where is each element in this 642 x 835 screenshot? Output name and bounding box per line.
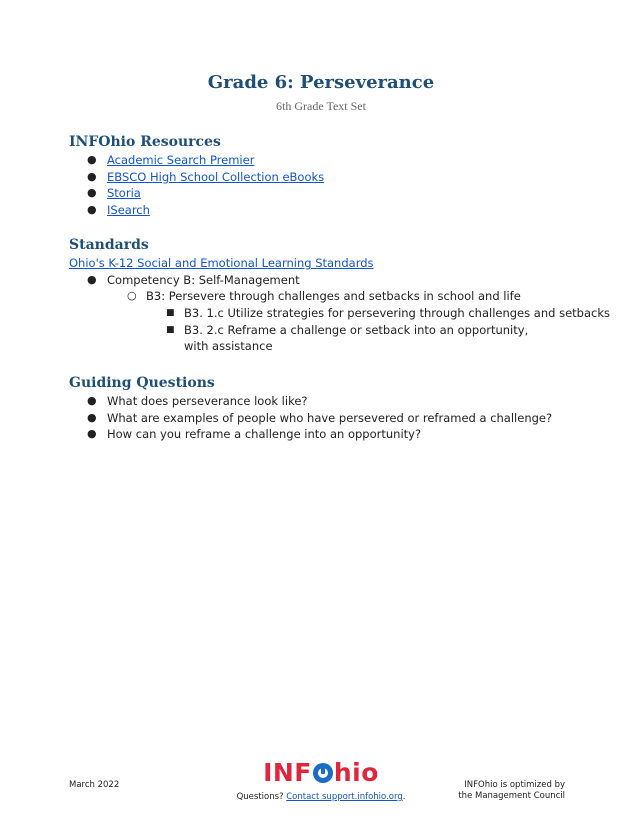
list-item bbox=[87, 169, 325, 186]
logo-text-left: INF bbox=[263, 758, 312, 787]
bullet-icon: ● bbox=[87, 202, 97, 216]
resource-link-ebsco[interactable]: EBSCO High School Collection eBooks bbox=[107, 169, 325, 184]
list-item bbox=[87, 152, 324, 169]
square-bullet-icon: ■ bbox=[166, 308, 175, 318]
bullet-icon: ● bbox=[87, 186, 97, 199]
question-text: How can you reframe a challenge into an opportunity? bbox=[107, 427, 422, 441]
footer-credit-line1: INFOhio is optimized by bbox=[464, 780, 565, 790]
guiding-questions-list bbox=[87, 393, 553, 443]
list-item bbox=[87, 393, 552, 410]
standards-heading: Standards bbox=[69, 237, 149, 253]
square-bullet-icon: ■ bbox=[166, 324, 175, 335]
guiding-questions-heading: Guiding Questions bbox=[69, 375, 215, 391]
list-item bbox=[87, 410, 553, 427]
questions-suffix: . bbox=[402, 792, 406, 802]
standards-subsublist bbox=[166, 305, 610, 355]
resource-link-isearch[interactable]: ISearch bbox=[107, 202, 150, 217]
competency-text: Competency B: Self-Management bbox=[107, 273, 300, 287]
bullet-icon: ● bbox=[87, 427, 97, 440]
resources-heading: INFOhio Resources bbox=[69, 134, 221, 150]
list-item bbox=[127, 288, 521, 305]
contact-support-link[interactable]: Contact support.infohio.org bbox=[286, 792, 403, 802]
bullet-icon: ● bbox=[87, 169, 97, 183]
logo-text-right: hio bbox=[333, 758, 379, 787]
sel-standards-link[interactable]: Ohio's K-12 Social and Emotional Learning Standards bbox=[69, 256, 374, 270]
question-text: What does perseverance look like? bbox=[107, 394, 308, 408]
resource-link-academic-search[interactable]: Academic Search Premier bbox=[107, 153, 255, 167]
bullet-icon: ● bbox=[87, 410, 97, 424]
page-subtitle: 6th Grade Text Set bbox=[276, 99, 366, 113]
questions-prefix: Questions? bbox=[236, 792, 287, 802]
list-item bbox=[166, 305, 610, 322]
standard-text: B3: Persevere through challenges and setbacks in school and life bbox=[146, 289, 521, 303]
power-icon bbox=[313, 763, 333, 783]
question-text: What are examples of people who have persevered or reframed a challenge? bbox=[107, 410, 553, 425]
list-item bbox=[87, 272, 300, 289]
footer-credit bbox=[458, 780, 565, 802]
resources-list bbox=[87, 152, 325, 218]
bullet-icon: ● bbox=[87, 153, 97, 166]
list-item bbox=[166, 322, 534, 355]
list-item bbox=[87, 185, 324, 202]
standards-sublist bbox=[127, 288, 521, 305]
list-item bbox=[87, 426, 552, 443]
bullet-icon: ● bbox=[87, 394, 97, 407]
circle-bullet-icon: ○ bbox=[127, 289, 137, 302]
resource-link-storia[interactable]: Storia bbox=[107, 186, 141, 200]
bullet-icon: ● bbox=[87, 273, 97, 286]
standards-list bbox=[87, 272, 300, 289]
page-title: Grade 6: Perseverance bbox=[207, 72, 435, 93]
footer-date: March 2022 bbox=[69, 780, 120, 790]
substandard-text: B3. 1.c Utilize strategies for persevering through challenges and setbacks bbox=[184, 306, 610, 320]
footer-credit-line2: the Management Council bbox=[458, 791, 565, 801]
list-item bbox=[87, 202, 324, 219]
substandard-text: B3. 2.c Reframe a challenge or setback into an opportunity, with assistance bbox=[184, 322, 529, 353]
